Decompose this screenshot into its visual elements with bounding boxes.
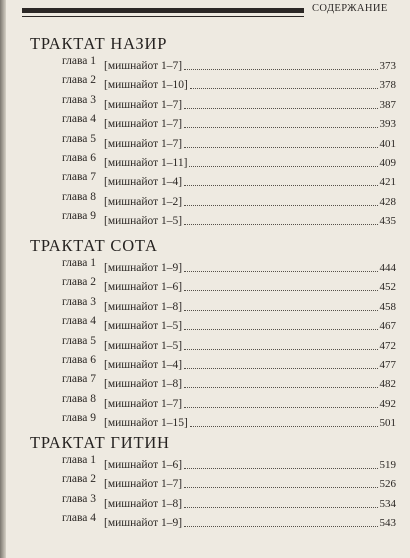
- page-number: 401: [379, 137, 396, 150]
- header-rule-thin: [22, 16, 304, 17]
- toc-entry[interactable]: [0, 191, 410, 209]
- entry-leader: [104, 393, 396, 411]
- dot-leader: [189, 165, 377, 167]
- mishnayot-range: [мишнайот 1–5]: [104, 215, 183, 228]
- page-number: 501: [379, 417, 396, 430]
- mishnayot-range: [мишнайот 1–5]: [104, 320, 183, 333]
- page-number: 492: [379, 397, 396, 410]
- mishnayot-range: [мишнайот 1–10]: [104, 79, 188, 92]
- chapter-label: глава 6: [62, 152, 96, 164]
- mishnayot-range: [мишнайот 1–4]: [104, 176, 183, 189]
- tractate-title: ТРАКТАТ НАЗИР: [30, 34, 168, 53]
- dot-leader: [190, 87, 378, 89]
- dot-leader: [184, 406, 377, 408]
- entry-leader: [104, 454, 396, 472]
- entry-leader: [104, 412, 396, 430]
- page-number: 467: [379, 320, 396, 333]
- page-number: 534: [379, 497, 396, 510]
- tractate-title: ТРАКТАТ ГИТИН: [30, 433, 170, 452]
- toc-entry[interactable]: [0, 393, 410, 411]
- toc-entry[interactable]: [0, 210, 410, 228]
- dot-leader: [184, 309, 377, 311]
- page-number: 477: [379, 359, 396, 371]
- entry-leader: [104, 257, 396, 275]
- dot-leader: [184, 184, 377, 186]
- mishnayot-range: [мишнайот 1–11]: [104, 157, 188, 169]
- toc-entry[interactable]: [0, 354, 410, 372]
- toc-entry[interactable]: [0, 113, 410, 131]
- entry-leader: [104, 152, 396, 170]
- mishnayot-range: [мишнайот 1–5]: [104, 339, 183, 352]
- entry-leader: [104, 113, 396, 131]
- dot-leader: [190, 425, 378, 427]
- entry-leader: [104, 512, 396, 530]
- dot-leader: [184, 367, 377, 369]
- toc-entry[interactable]: [0, 133, 410, 151]
- chapter-label: глава 5: [62, 132, 96, 145]
- mishnayot-range: [мишнайот 1–4]: [104, 359, 183, 371]
- toc-entry[interactable]: [0, 412, 410, 430]
- mishnayot-range: [мишнайот 1–6]: [104, 459, 183, 471]
- mishnayot-range: [мишнайот 1–7]: [104, 118, 183, 131]
- page-number: 373: [379, 60, 396, 72]
- dot-leader: [184, 289, 377, 291]
- chapter-label: глава 7: [62, 171, 96, 184]
- mishnayot-range: [мишнайот 1–15]: [104, 417, 188, 430]
- page-number: 472: [379, 339, 396, 352]
- chapter-label: глава 3: [62, 492, 96, 505]
- mishnayot-range: [мишнайот 1–7]: [104, 478, 183, 491]
- mishnayot-range: [мишнайот 1–7]: [104, 60, 183, 72]
- toc-entry[interactable]: [0, 493, 410, 511]
- mishnayot-range: [мишнайот 1–7]: [104, 98, 183, 111]
- entry-leader: [104, 373, 396, 391]
- page-number: 452: [379, 281, 396, 294]
- entry-leader: [104, 94, 396, 112]
- mishnayot-range: [мишнайот 1–7]: [104, 137, 183, 150]
- toc-entry[interactable]: [0, 335, 410, 353]
- chapter-label: глава 6: [62, 354, 96, 366]
- chapter-label: глава 2: [62, 473, 96, 486]
- entry-leader: [104, 55, 396, 73]
- chapter-label: глава 7: [62, 373, 96, 386]
- page-number: 458: [379, 300, 396, 313]
- toc-entry[interactable]: [0, 512, 410, 530]
- toc-entry[interactable]: [0, 55, 410, 73]
- dot-leader: [184, 525, 377, 527]
- entry-leader: [104, 493, 396, 511]
- dot-leader: [184, 328, 377, 330]
- toc-entry[interactable]: [0, 473, 410, 491]
- entry-leader: [104, 473, 396, 491]
- mishnayot-range: [мишнайот 1–8]: [104, 300, 183, 313]
- dot-leader: [184, 146, 377, 148]
- chapter-label: глава 1: [62, 55, 96, 67]
- toc-entry[interactable]: [0, 94, 410, 112]
- page-number: 393: [379, 118, 396, 131]
- toc-entry[interactable]: [0, 171, 410, 189]
- toc-entry[interactable]: [0, 454, 410, 472]
- chapter-label: глава 2: [62, 74, 96, 87]
- mishnayot-range: [мишнайот 1–9]: [104, 262, 183, 274]
- toc-entry[interactable]: [0, 296, 410, 314]
- dot-leader: [184, 386, 377, 388]
- page-number: 519: [379, 459, 396, 471]
- page-number: 543: [379, 517, 396, 530]
- mishnayot-range: [мишнайот 1–8]: [104, 497, 183, 510]
- page-number: 526: [379, 478, 396, 491]
- toc-entry[interactable]: [0, 276, 410, 294]
- chapter-label: глава 4: [62, 512, 96, 525]
- entry-leader: [104, 133, 396, 151]
- dot-leader: [184, 204, 377, 206]
- dot-leader: [184, 467, 377, 469]
- entry-leader: [104, 354, 396, 372]
- chapter-label: глава 5: [62, 334, 96, 347]
- mishnayot-range: [мишнайот 1–7]: [104, 397, 183, 410]
- toc-entry[interactable]: [0, 74, 410, 92]
- chapter-label: глава 9: [62, 210, 96, 223]
- mishnayot-range: [мишнайот 1–6]: [104, 281, 183, 294]
- entry-leader: [104, 191, 396, 209]
- dot-leader: [184, 486, 377, 488]
- entry-leader: [104, 335, 396, 353]
- toc-entry[interactable]: [0, 152, 410, 170]
- chapter-label: глава 9: [62, 412, 96, 425]
- dot-leader: [184, 348, 377, 350]
- entry-leader: [104, 74, 396, 92]
- chapter-label: глава 1: [62, 257, 96, 269]
- page-number: 387: [379, 98, 396, 111]
- page-number: 409: [379, 157, 396, 169]
- toc-entry[interactable]: [0, 373, 410, 391]
- dot-leader: [184, 270, 377, 272]
- entry-leader: [104, 276, 396, 294]
- chapter-label: глава 4: [62, 113, 96, 126]
- running-header: [0, 0, 410, 20]
- page-number: 378: [379, 79, 396, 92]
- chapter-label: глава 4: [62, 315, 96, 328]
- mishnayot-range: [мишнайот 1–8]: [104, 378, 183, 391]
- toc-entry[interactable]: [0, 257, 410, 275]
- page-number: 482: [379, 378, 396, 391]
- chapter-label: глава 3: [62, 295, 96, 308]
- chapter-label: глава 1: [62, 454, 96, 466]
- dot-leader: [184, 223, 377, 225]
- page-number: 444: [379, 262, 396, 274]
- chapter-label: глава 8: [62, 392, 96, 405]
- dot-leader: [184, 107, 377, 109]
- dot-leader: [184, 506, 377, 508]
- page-number: 435: [379, 215, 396, 228]
- entry-leader: [104, 210, 396, 228]
- toc-entry[interactable]: [0, 315, 410, 333]
- page-number: 428: [379, 195, 396, 208]
- mishnayot-range: [мишнайот 1–2]: [104, 195, 183, 208]
- entry-leader: [104, 315, 396, 333]
- chapter-label: глава 3: [62, 93, 96, 106]
- chapter-label: глава 8: [62, 190, 96, 203]
- entry-leader: [104, 171, 396, 189]
- running-head-title: СОДЕРЖАНИЕ: [312, 3, 388, 14]
- header-rule-thick: [22, 8, 304, 13]
- entry-leader: [104, 296, 396, 314]
- mishnayot-range: [мишнайот 1–9]: [104, 517, 183, 530]
- dot-leader: [184, 68, 377, 70]
- tractate-title: ТРАКТАТ СОТА: [30, 236, 158, 255]
- page-number: 421: [379, 176, 396, 189]
- dot-leader: [184, 126, 377, 128]
- chapter-label: глава 2: [62, 276, 96, 289]
